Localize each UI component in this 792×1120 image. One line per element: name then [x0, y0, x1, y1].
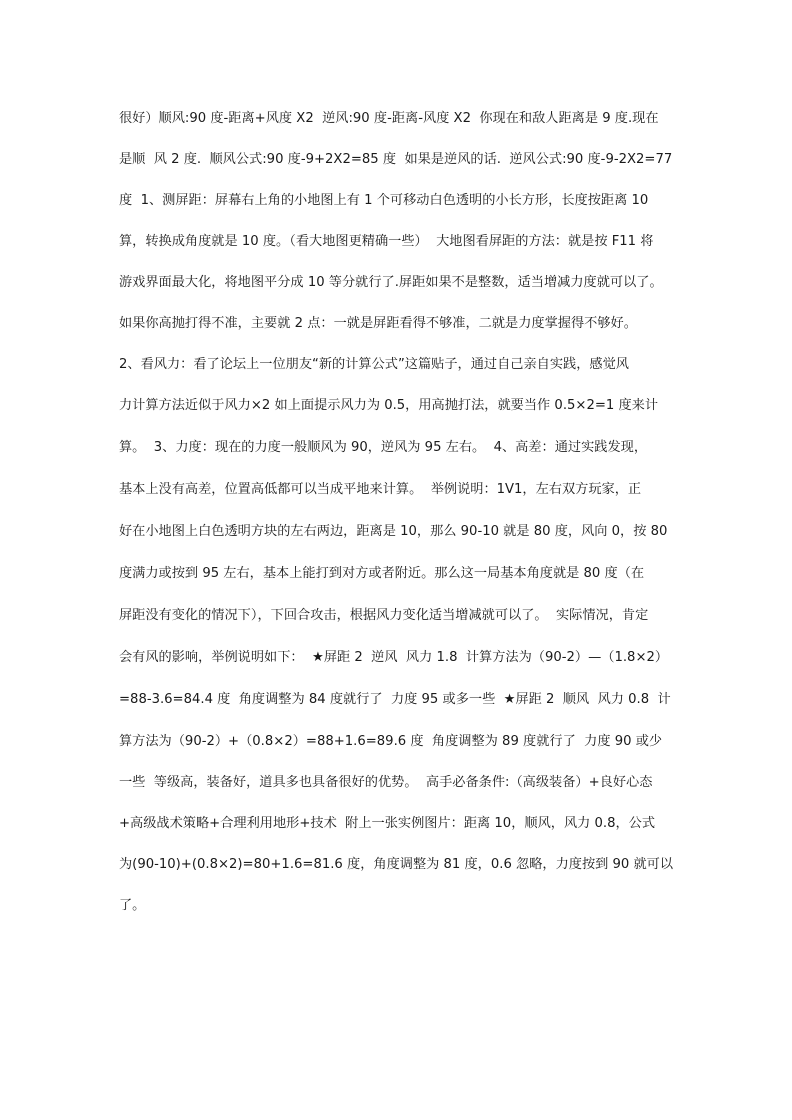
text-line: 很好）顺风:90 度-距离+风度 X2 逆风:90 度-距离-风度 X2 你现在和敌人距离是 9 度.现在	[119, 111, 659, 126]
text-line: 基本上没有高差，位置高低都可以当成平地来计算。 举例说明：1V1，左右双方玩家，正	[119, 482, 642, 497]
text-line: +高级战术策略+合理利用地形+技术 附上一张实例图片：距离 10，顺风，风力 0.8，公式	[119, 816, 656, 831]
text-line: 2、看风力：看了论坛上一位朋友“新的计算公式”这篇贴子，通过自己亲自实践，感觉风	[119, 357, 629, 372]
text-line: 好在小地图上白色透明方块的左右两边，距离是 10，那么 90-10 就是 80 度，风向 0，按 80	[119, 524, 668, 539]
text-line: 游戏界面最大化，将地图平分成 10 等分就行了.屏距如果不是整数，适当增减力度就可以了。	[119, 275, 663, 290]
text-line: 屏距没有变化的情况下），下回合攻击，根据风力变化适当增减就可以了。 实际情况，肯定	[119, 608, 649, 623]
text-line: 如果你高抛打得不准，主要就 2 点：一就是屏距看得不够准，二就是力度掌握得不够好。	[119, 316, 637, 331]
text-line: 力计算方法近似于风力×2 如上面提示风力为 0.5，用高抛打法，就要当作 0.5×2=1 度来计	[119, 398, 659, 413]
text-line: 了。	[119, 898, 146, 913]
text-line: 为(90-10)+(0.8×2)=80+1.6=81.6 度，角度调整为 81 度，0.6 忽略，力度按到 90 就可以	[119, 857, 674, 872]
text-line: 算方法为（90-2）+（0.8×2）=88+1.6=89.6 度 角度调整为 89 度就行了 力度 90 或少	[119, 734, 663, 749]
text-line: 算，转换成角度就是 10 度。（看大地图更精确一些） 大地图看屏距的方法：就是按 F11 将	[119, 234, 654, 249]
text-line: 是顺 风 2 度. 顺风公式:90 度-9+2X2=85 度 如果是逆风的话. 逆风公式:90 度-9-2X2=77	[119, 152, 673, 167]
text-line: 一些 等级高，装备好，道具多也具备很好的优势。 高手必备条件:（高级装备）+良好心态	[119, 775, 653, 790]
text-line: 度满力或按到 95 左右，基本上能打到对方或者附近。那么这一局基本角度就是 80 度（在	[119, 566, 645, 581]
text-line: 度 1、测屏距：屏幕右上角的小地图上有 1 个可移动白色透明的小长方形，长度按距离 10	[119, 193, 649, 208]
text-line: 会有风的影响，举例说明如下： ★屏距 2 逆风 风力 1.8 计算方法为（90-2）—（1.8×2）	[119, 650, 669, 665]
text-line: 算。 3、力度：现在的力度一般顺风为 90，逆风为 95 左右。 4、高差：通过实践发现，	[119, 440, 648, 455]
text-line: =88-3.6=84.4 度 角度调整为 84 度就行了 力度 95 或多一些 ★屏距 2 顺风 风力 0.8 计	[119, 692, 671, 707]
